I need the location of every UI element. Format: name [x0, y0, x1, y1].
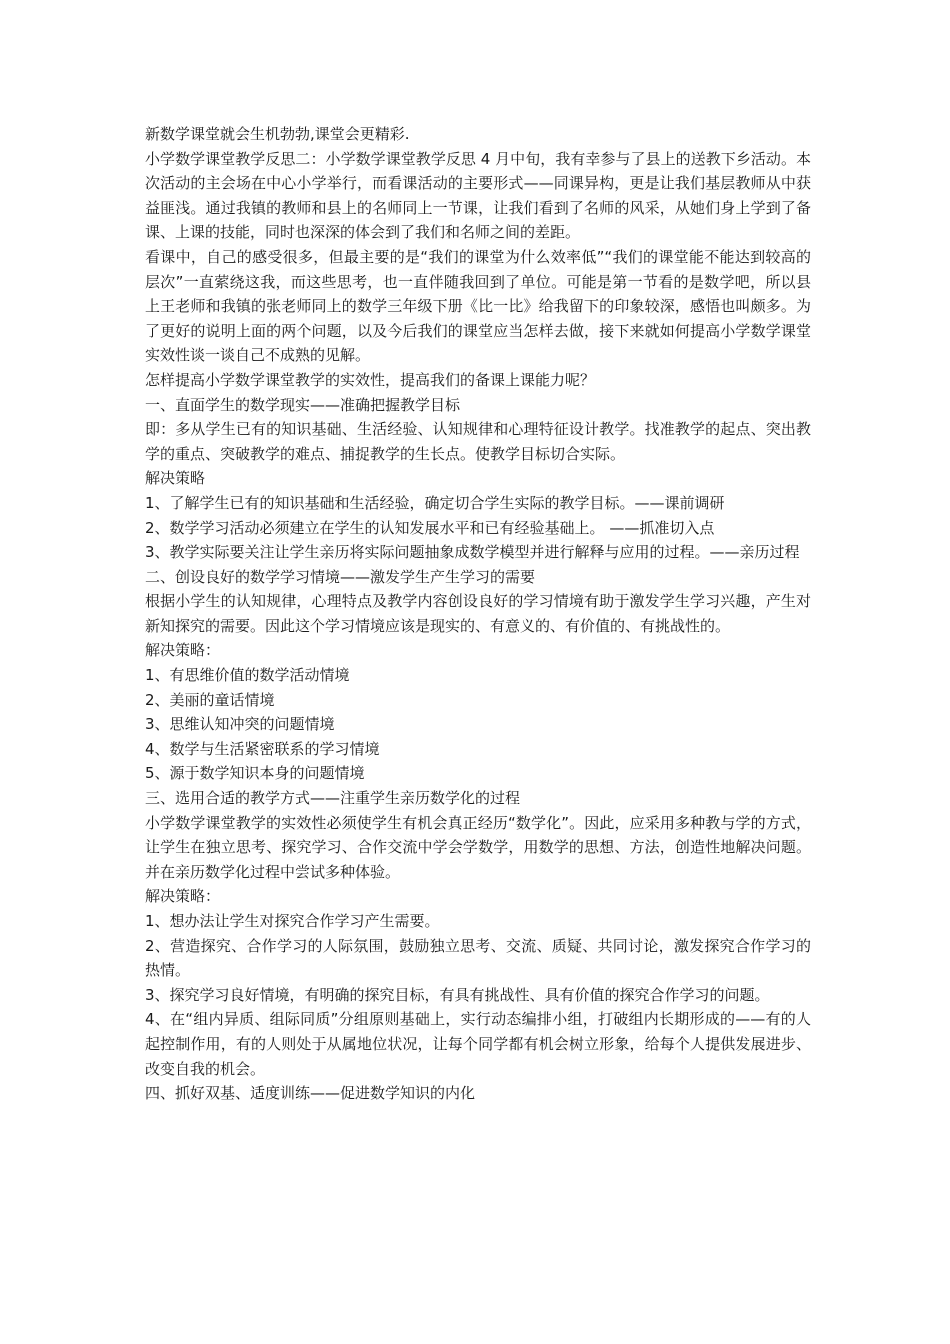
list-item: 2、营造探究、合作学习的人际氛围，鼓励独立思考、交流、质疑、共同讨论，激发探究合作学习的热情。 [145, 936, 811, 980]
paragraph: 怎样提高小学数学课堂教学的实效性，提高我们的备课上课能力呢？ [145, 370, 596, 389]
list-item: 3、思维认知冲突的问题情境 [145, 715, 335, 734]
list-item: 1、想办法让学生对探究合作学习产生需要。 [145, 912, 440, 930]
strategy-heading: 解决策略： [145, 641, 221, 660]
paragraph: 小学数学课堂教学反思二：小学数学课堂教学反思 4 月中旬，我有幸参与了县上的送教下乡活动。本次活动的主会场在中心小学举行，而看课活动的主要形式——同课异构，更是让我们基层教师从中获益匪浅。通过我镇的教师和县上的名师同上一节课，让我们看到了名师的风采，从她们身上学到了备课、上课的技能，同时也深深的体会到了我们和名师之间的差距。 [145, 149, 811, 242]
list-item: 1、了解学生已有的知识基础和生活经验，确定切合学生实际的教学目标。——课前调研 [145, 493, 725, 512]
paragraph: 即：多从学生已有的知识基础、生活经验、认知规律和心理特征设计教学。找准教学的起点、突出教学的重点、突破教学的难点、捕捉教学的生长点。使教学目标切合实际。 [145, 420, 811, 463]
paragraph: 看课中，自己的感受很多，但最主要的是“我们的课堂为什么效率低”“我们的课堂能不能达到较高的层次”一直萦绕这我，而这些思考，也一直伴随我回到了单位。可能是第一节看的是数学吧，所以县上王老师和我镇的张老师同上的数学三年级下册《比一比》给我留下的印象较深，感悟也叫颇多。为了更好的说明上面的两个问题，以及今后我们的课堂应当怎样去做，接下来就如何提高小学数学课堂实效性谈一谈自己不成熟的见解。 [145, 247, 811, 365]
section-heading: 一、直面学生的数学现实——准确把握教学目标 [145, 395, 461, 414]
strategy-heading: 解决策略： [145, 887, 221, 906]
paragraph: 根据小学生的认知规律，心理特点及教学内容创设良好的学习情境有助于激发学生学习兴趣，产生对新知探究的需要。因此这个学习情境应该是现实的、有意义的、有价值的、有挑战性的。 [145, 592, 811, 635]
list-item: 4、数学与生活紧密联系的学习情境 [145, 739, 380, 758]
section-heading: 四、抓好双基、适度训练——促进数学知识的内化 [145, 1084, 476, 1103]
list-item: 3、教学实际要关注让学生亲历将实际问题抽象成数学模型并进行解释与应用的过程。——亲历过程 [145, 543, 800, 562]
section-heading: 二、创设良好的数学学习情境——激发学生产生学习的需要 [145, 567, 536, 586]
section-heading: 三、选用合适的教学方式——注重学生亲历数学化的过程 [145, 789, 521, 808]
document-body [145, 122, 811, 1106]
paragraph: 新数学课堂就会生机勃勃,课堂会更精彩. [145, 125, 410, 143]
list-item: 3、探究学习良好情境，有明确的探究目标，有具有挑战性、具有价值的探究合作学习的问题。 [145, 985, 770, 1004]
list-item: 4、在“组内异质、组际同质”分组原则基础上，实行动态编排小组，打破组内长期形成的——有的人起控制作用，有的人则处于从属地位状况，让每个同学都有机会树立形象，给每个人提供发展进步、改变自我的机会。 [145, 1010, 811, 1078]
paragraph: 小学数学课堂教学的实效性必须使学生有机会真正经历“数学化”。因此，应采用多种教与学的方式，让学生在独立思考、探究学习、合作交流中学会学数学，用数学的思想、方法，创造性地解决问题。并在亲历数学化过程中尝试多种体验。 [145, 813, 811, 881]
list-item: 2、数学学习活动必须建立在学生的认知发展水平和已有经验基础上。 ——抓准切入点 [145, 518, 715, 537]
list-item: 1、有思维价值的数学活动情境 [145, 666, 350, 685]
list-item: 2、美丽的童话情境 [145, 690, 275, 709]
list-item: 5、源于数学知识本身的问题情境 [145, 764, 365, 783]
strategy-heading: 解决策略 [145, 469, 206, 488]
